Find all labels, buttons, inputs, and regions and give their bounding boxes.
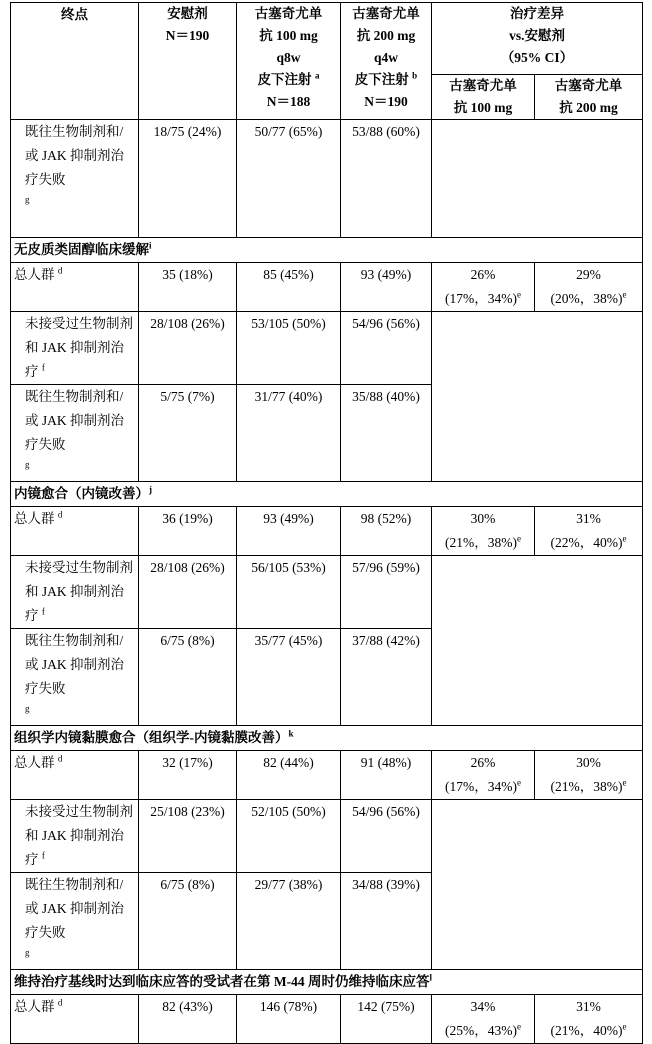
- cell-g100: 50/77 (65%): [237, 120, 341, 238]
- results-table-container: [10, 2, 643, 1044]
- section-title: 组织学内镜黏膜愈合（组织学-内镜黏膜改善）$^k$: [11, 726, 643, 751]
- cell-placebo: 5/75 (7%): [139, 385, 237, 482]
- header-guselkumab-100: 古塞奇尤单 抗 100 mg q8w 皮下注射 $^a$ N＝188: [237, 3, 341, 120]
- section-row: [11, 482, 643, 507]
- cell-g100: 146 (78%): [237, 995, 341, 1044]
- cell-g100: 53/105 (50%): [237, 312, 341, 385]
- header-endpoint: 终点: [11, 3, 139, 120]
- cell-diff-100: 26% (17%，34%)$^e$: [432, 263, 535, 312]
- cell-g100: 31/77 (40%): [237, 385, 341, 482]
- cell-diff-200: 31% (21%，40%)$^e$: [535, 995, 643, 1044]
- cell-g200: 91 (48%): [341, 751, 432, 800]
- cell-g100: 82 (44%): [237, 751, 341, 800]
- table-row: [11, 312, 643, 385]
- cell-g200: 54/96 (56%): [341, 312, 432, 385]
- row-label: 既往生物制剂和/或 JAK 抑制剂治疗失败 $^g$: [11, 385, 139, 482]
- header-diff-200: 古塞奇尤单 抗 200 mg: [535, 75, 643, 120]
- row-label: 未接受过生物制剂和 JAK 抑制剂治疗 $^f$: [11, 312, 139, 385]
- cell-g200: 35/88 (40%): [341, 385, 432, 482]
- cell-placebo: 28/108 (26%): [139, 556, 237, 629]
- header-guselkumab-200: 古塞奇尤单 抗 200 mg q4w 皮下注射 $^b$ N＝190: [341, 3, 432, 120]
- cell-diff-200: 31% (22%，40%)$^e$: [535, 507, 643, 556]
- row-label: 总人群 $^d$: [11, 507, 139, 556]
- cell-g100: 93 (49%): [237, 507, 341, 556]
- cell-placebo: 25/108 (23%): [139, 800, 237, 873]
- header-treatment-difference: 治疗差异 vs.安慰剂 （95% CI）: [432, 3, 643, 75]
- cell-placebo: 6/75 (8%): [139, 629, 237, 726]
- cell-g100: 56/105 (53%): [237, 556, 341, 629]
- cell-g100: 52/105 (50%): [237, 800, 341, 873]
- cell-g100: 29/77 (38%): [237, 873, 341, 970]
- section-title: 无皮质类固醇临床缓解$^i$: [11, 238, 643, 263]
- section-title: 维持治疗基线时达到临床应答的受试者在第 M-44 周时仍维持临床应答$^l$: [11, 970, 643, 995]
- cell-diff-empty: [432, 556, 643, 726]
- section-title: 内镜愈合（内镜改善）$^j$: [11, 482, 643, 507]
- cell-diff-100: 26% (17%，34%)$^e$: [432, 751, 535, 800]
- cell-g200: 93 (49%): [341, 263, 432, 312]
- row-label: 既往生物制剂和/或 JAK 抑制剂治疗失败 $^g$: [11, 873, 139, 970]
- efficacy-results-table: [10, 2, 643, 1044]
- cell-placebo: 36 (19%): [139, 507, 237, 556]
- row-label: 未接受过生物制剂和 JAK 抑制剂治疗 $^f$: [11, 556, 139, 629]
- section-row: [11, 970, 643, 995]
- section-row: [11, 238, 643, 263]
- cell-diff-200: 29% (20%，38%)$^e$: [535, 263, 643, 312]
- row-label: 既往生物制剂和/或 JAK 抑制剂治疗失败 $^g$: [11, 120, 139, 238]
- row-label: 既往生物制剂和/或 JAK 抑制剂治疗失败 $^g$: [11, 629, 139, 726]
- cell-placebo: 18/75 (24%): [139, 120, 237, 238]
- header-placebo: 安慰剂 N＝190: [139, 3, 237, 120]
- table-row: [11, 507, 643, 556]
- cell-g200: 54/96 (56%): [341, 800, 432, 873]
- row-label: 总人群 $^d$: [11, 263, 139, 312]
- cell-diff-empty: [432, 120, 643, 238]
- cell-diff-200: 30% (21%，38%)$^e$: [535, 751, 643, 800]
- cell-diff-empty: [432, 800, 643, 970]
- table-row: [11, 556, 643, 629]
- header-diff-100: 古塞奇尤单 抗 100 mg: [432, 75, 535, 120]
- cell-g200: 34/88 (39%): [341, 873, 432, 970]
- cell-placebo: 32 (17%): [139, 751, 237, 800]
- cell-placebo: 28/108 (26%): [139, 312, 237, 385]
- table-row: [11, 120, 643, 238]
- cell-g200: 57/96 (59%): [341, 556, 432, 629]
- section-row: [11, 726, 643, 751]
- cell-placebo: 6/75 (8%): [139, 873, 237, 970]
- cell-g200: 37/88 (42%): [341, 629, 432, 726]
- cell-g200: 98 (52%): [341, 507, 432, 556]
- cell-diff-100: 30% (21%，38%)$^e$: [432, 507, 535, 556]
- table-row: [11, 263, 643, 312]
- cell-g200: 53/88 (60%): [341, 120, 432, 238]
- cell-diff-empty: [432, 312, 643, 482]
- header-row-1: [11, 3, 643, 75]
- cell-g100: 85 (45%): [237, 263, 341, 312]
- cell-diff-100: 34% (25%，43%)$^e$: [432, 995, 535, 1044]
- table-row: [11, 995, 643, 1044]
- table-row: [11, 800, 643, 873]
- cell-placebo: 82 (43%): [139, 995, 237, 1044]
- table-row: [11, 751, 643, 800]
- cell-placebo: 35 (18%): [139, 263, 237, 312]
- cell-g200: 142 (75%): [341, 995, 432, 1044]
- row-label: 未接受过生物制剂和 JAK 抑制剂治疗 $^f$: [11, 800, 139, 873]
- row-label: 总人群 $^d$: [11, 751, 139, 800]
- row-label: 总人群 $^d$: [11, 995, 139, 1044]
- cell-g100: 35/77 (45%): [237, 629, 341, 726]
